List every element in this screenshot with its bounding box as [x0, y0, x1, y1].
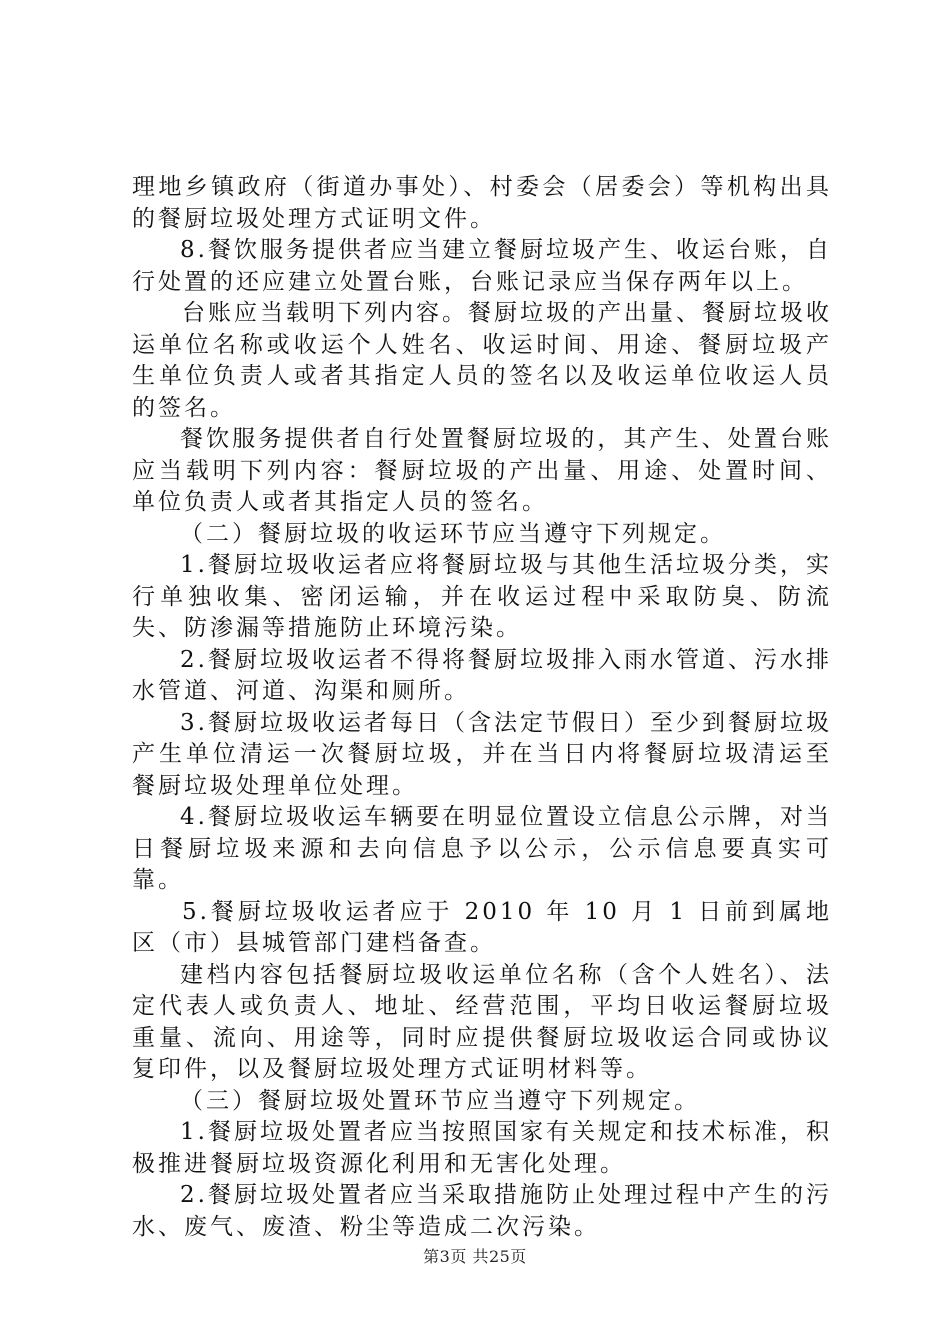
- page-footer: [0, 1244, 950, 1267]
- paragraph-collection-1: 1.餐厨垃圾收运者应将餐厨垃圾与其他生活垃圾分类，实行单独收集、密闭运输，并在收运过程中采取防臭、防流失、防渗漏等措施防止环境污染。: [132, 552, 832, 641]
- section-heading-collection: （二）餐厨垃圾的收运环节应当遵守下列规定。: [180, 520, 726, 547]
- paragraph-ledger-content: 台账应当载明下列内容。餐厨垃圾的产出量、餐厨垃圾收运单位名称或收运个人姓名、收运时间、用途、餐厨垃圾产生单位负责人或者其指定人员的签名以及收运单位收运人员的签名。: [132, 300, 832, 421]
- paragraph-disposal-1: 1.餐厨垃圾处置者应当按照国家有关规定和技术标准，积极推进餐厨垃圾资源化利用和无害化处理。: [132, 1119, 832, 1177]
- paragraph-collection-4: 4.餐厨垃圾收运车辆要在明显位置设立信息公示牌，对当日餐厨垃圾来源和去向信息予以公示，公示信息要真实可靠。: [132, 804, 832, 893]
- paragraph-item-8: 8.餐饮服务提供者应当建立餐厨垃圾产生、收运台账，自行处置的还应建立处置台账，台账记录应当保存两年以上。: [132, 237, 832, 295]
- document-body: [132, 172, 832, 1243]
- paragraph-continuation: 理地乡镇政府（街道办事处）、村委会（居委会）等机构出具的餐厨垃圾处理方式证明文件。: [132, 174, 832, 232]
- paragraph-collection-2: 2.餐厨垃圾收运者不得将餐厨垃圾排入雨水管道、污水排水管道、河道、沟渠和厕所。: [132, 646, 832, 704]
- page-number-label: 第3页 共25页: [423, 1247, 527, 1266]
- paragraph-self-disposal-ledger: 餐饮服务提供者自行处置餐厨垃圾的，其产生、处置台账应当载明下列内容：餐厨垃圾的产出量、用途、处置时间、单位负责人或者其指定人员的签名。: [132, 426, 832, 515]
- paragraph-disposal-2: 2.餐厨垃圾处置者应当采取措施防止处理过程中产生的污水、废气、废渣、粉尘等造成二次污染。: [132, 1182, 832, 1240]
- paragraph-collection-5: 5.餐厨垃圾收运者应于 2010 年 10 月 1 日前到属地区（市）县城管部门建档备查。: [132, 898, 832, 956]
- section-heading-disposal: （三）餐厨垃圾处置环节应当遵守下列规定。: [180, 1087, 700, 1114]
- paragraph-filing-content: 建档内容包括餐厨垃圾收运单位名称（含个人姓名）、法定代表人或负责人、地址、经营范围，平均日收运餐厨垃圾重量、流向、用途等，同时应提供餐厨垃圾收运合同或协议复印件，以及餐厨垃圾处理方式证明材料等。: [132, 961, 832, 1082]
- paragraph-collection-3: 3.餐厨垃圾收运者每日（含法定节假日）至少到餐厨垃圾产生单位清运一次餐厨垃圾，并在当日内将餐厨垃圾清运至餐厨垃圾处理单位处理。: [132, 709, 832, 799]
